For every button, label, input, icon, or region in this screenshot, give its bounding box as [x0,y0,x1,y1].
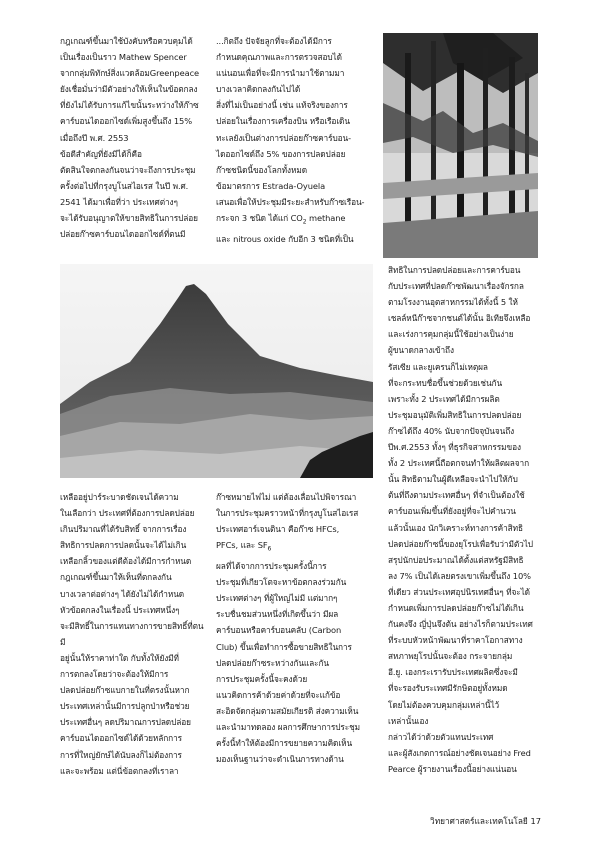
column-3-text: สิทธิในการปลดปล่อยและการคาร์บอน กับประเทศที่ปลดก๊าซพัฒนาเรื่องจักรกล ตามโรงงานอุตสาหกรรมได้ทั้งนี้ 5 ให้ เชลล์หนีก๊าซจากชนต์ได้นั้น อิเทียจึงเหลือ และเร่งการคุมกลุ่มนี้ใช้อย่างเป็นง่าย ผู้ขนาดกลางเข้าถึง รัสเซีย และยูเครนก็ไม่เหตุผล ที่จะกระทบชื่อขึ้นช่วยด้วยเช่นกัน เพราะทั้ง 2 ประเทศได้มีการผลิต ประชุมอนุมัติเพิ่มสิทธิในการปลดปล่อย ก๊าซได้ถึง 40% นับจากปัจจุบันจนถึง ปีพ.ศ.2553 ทั้งๆ ที่ธุรกิจสาหกรรมของ ทั้ง 2 ประเทศนี้ถือตกจนทำให้ผลิตผลจาก นั้น สิทธิตามในผู้ดีเหลือจะนำไปให้กับ ต้นที่ถึงตามประเทศอื่นๆ ที่จำเป็นต้องใช้ คาร์บอนเพิ่มขึ้นที่ยังอยู่ที่จะไปคำนวน แล้วนั้นเอง นักวิเคราะห์ทางการค้าสิทธิ ปลดปล่อยก๊าซนี้ของยุโรปเพื่อรับว่ามีตัวไป สรุปนักบ่อประมาณได้ตั้งแต่สหรัฐมีสิทธิ ลง 7% เป็นได้เลยตรงเขาเพิ่มขึ้นถึง 10% ที่เดียว ส่วนประเทศอุปนิรเทศอื่นๆ ที่จะได้ กำหนดเพิ่มการปลดปล่อยก๊าซไม่ได้เกิน กันคงจึง ญี่ปุ่นจึงต้น อย่างไรก็ตามประเทศ ที่ระบบหัวหน้าพัฒนาที่ราคาโอกาสทาง สหภาพยุโรปนั้นจะต้อง กระจายกลุ่ม อี.ยู. เองกระเรารับประเทศผลิตซึ่งจะมี ที่จะรองรับระเทศมีรักษิตอยู่ทั้งหมด โดยไม่ต้องควบคุมกลุ่มเหล่านี้ไว้ เหล่านั้นเอง กล่าวได้ว่าด้วยตัวแทนประเทศ และผู้สังเกตการณ์อย่างชัดเจนอย่าง Fred Pearce ผู้รายงานเรื่องนี้อย่างแน่นอน [388,265,533,774]
column-1-top-text: กฎเกณฑ์ขึ้นมาใช้บังคับหรือควบคุมได้ เป็นเรื่องเป็นราว Mathew Spencer จากกลุ่มพิทักษ์สิ่งแวดล้อมGreenpeace ยังเชื่อมั่นว่ามีตัวอย่างให้เห็นในข้อตกลง ที่ยังไม่ได้รับการแก้ไขนั้นระหว่างให้ก๊าซ คาร์บอนไดออกไซด์เพิ่มสูงขึ้นถึง 15% เมื่อถึงปี พ.ศ. 2553 ข้อดีสำคัญที่ยังมีได้ก็คือ ตัดสินใจตกลงกันจนว่าจะถึงการประชุม ครั้งต่อไปที่กรุงบูโนสไอเรส ในปี พ.ศ. 2541 ได้มาเพื่อที่ว่า ประเทศต่างๆ จะได้รับอนุญาตให้ขายสิทธิในการปล่อย ปล่อยก๊าซคาร์บอนไดออกไซด์ที่ตนมี [60,36,200,240]
column-2-top-text-a: ...กิตถึง ปัจจัยลูกที่จะต้องได้มีการ กำหนดคุณภาพและการตรวจสอบได้ แน่นอนเพื่อที่จะมีการนำมาใช้ตามมา บางเวลาคิดกลงกันไปได้ สิ่งที่ไม่เป็นอย่างนี้ เช่น แท้จริงของการ ปล่อยในเรื่องการเครื่องบิน หรือเรือเดิน ทะเลยังเป็นต่างการปล่อยก๊าซคาร์บอน- ไดออกไซด์ถึง 5% ของการปลดปล่อย ก๊าซชนิดนี้ของโลกทั้งหมด ข้อมาตรการ Estrada-Oyuela เสนอเพื่อให้ประชุมมีระยะสำหรับก๊าซเรือน- กระจก 3 ชนิด ได้แก่ [216,36,365,224]
page-number: 17 [530,816,541,826]
page-footer [430,815,541,827]
trees-photo [383,33,538,258]
column-2-bottom-text-a: ก๊าซหมายไฟไม่ แต่ต้องเลื่อนไปพิจารณา ในการประชุมคราวหน้าที่กรุงบูโนสไอเรส ประเทศอาร์เจนตินา คือก๊าซ HFCs, PFCs, และ SF [216,492,359,551]
co2-formula: CO [290,213,303,224]
column-2-top-text-b: methane และ nitrous oxide กับอีก 3 ชนิดที่เป็น [216,213,354,244]
sf6-subscript: 6 [267,545,272,553]
journal-name: วิทยาศาสตร์และเทคโนโลยี [430,816,528,826]
column-2-bottom-text [216,489,370,767]
column-2-top-text [216,33,370,247]
co2-subscript: 2 [302,218,307,226]
mountain-photo [60,264,373,478]
column-1-bottom-text: เหลืออยู่ปาร์ระบาดชัดเจนได้ความ ในเลือกว่า ประเทศที่ต้องการปลดปล่อย เกินปริมาณที่ได้รับสิทธิ์ จากการเรื่อง สิทธิการปลดการปลดนั้นจะได้ไม่เกิน เหลือกลิ้วของแต่ดีต้องได้มีการกำหนด กฎเกณฑ์ขึ้นมาให้เห็นที่ตกลงกัน บางเวลาต่อต่างๆ ได้ยังไม่ได้กำหนด หัวข้อตกลงในเรื่องนี้ ประเทศหนึ่งๆ จะมีสิทธิ์ในการแทนทางการขายสิทธิ์ที่ตนมี อยู่นั้นให้ราคาท่าใด กับทั้งให้ยังมีที่ การตกลงโดยว่าจะต้องให้มีการ ปลดปล่อยก๊าซแบกายในที่ตรงนั้นหาก ประเทศเหล่านั้นมีการปลูกป่าหรือช่วย ประเทศอื่นๆ ลดปริมาณการปลดปล่อย คาร์บอนไดออกไซด์ได้ด้วยหลักการ การที่ใหญ่ยักษ์ได้นับลงก็ไม่ต้องการ และจะพร้อม แต่นี่ข้อตกลงที่เราลา [60,492,204,776]
column-2-bottom-text-b: ผลที่ได้จากการประชุมครั้งนี้การ ประชุมที่เกียวโตจะหาข้อตกลงร่วมกัน ประเทศต่างๆ ที่ผู้ใหญ่ไม่มี แต่มากๆ ระบชื่นชมส่วนหนึ่งที่เกิดขึ้นว่า มีผล คาร์บอนหรือคาร์บอนคลับ (Carbon Club) ขึ้นเพื่อทำการซื้อขายสิทธิในการ ปลดปล่อยก๊าซระหว่างกันและกัน การประชุมครั้งนี้จะคงด้วย แนวคิดการค้าด้วยค่าด้วยที่จะแก้ข้อ สะอิดจัดกลุ่มตามสมัยเกียรติ ส่งความเห็น และนำมาทดลอง ผลการศึกษาการประชุม ครั้งนี้ทำให้ต้องมีการขยายความคิดเห็น มองเห็นฐานว่าจะดำเนินการทางด้าน [216,561,360,765]
